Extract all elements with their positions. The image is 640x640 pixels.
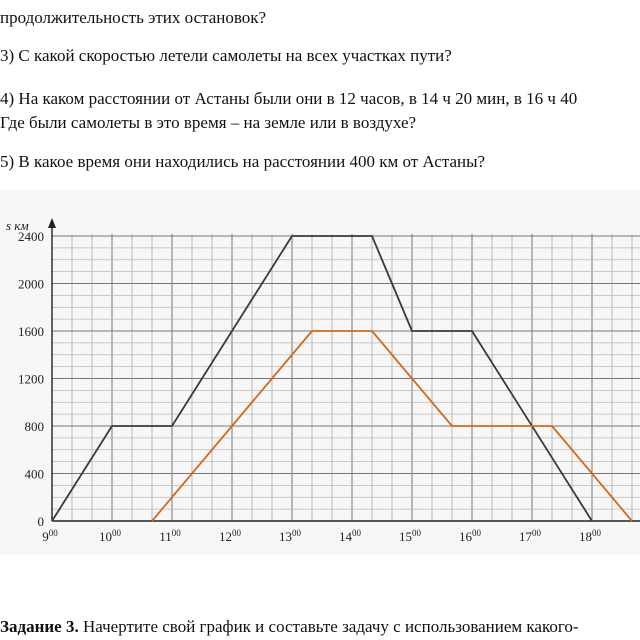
y-tick-label: 1600 bbox=[18, 324, 44, 339]
x-tick-label: $12^{00}$ bbox=[219, 528, 241, 544]
x-tick-label: $17^{00}$ bbox=[519, 528, 541, 544]
y-tick-label: 0 bbox=[37, 514, 44, 529]
x-tick-label: $16^{00}$ bbox=[459, 528, 481, 544]
y-tick-label: 400 bbox=[24, 466, 44, 482]
y-tick-label: 800 bbox=[24, 419, 44, 434]
x-tick-label: $9^{00}$ bbox=[42, 528, 58, 544]
task-3-text: Начертите свой график и составьте задачу с использованием какого- bbox=[78, 617, 579, 636]
question-4-line-1: 4) На каком расстоянии от Астаны были они в 12 часов, в 14 ч 20 мин, в 16 ч 40 bbox=[0, 89, 578, 108]
chart-svg bbox=[0, 190, 640, 555]
y-axis-label: s км bbox=[6, 218, 29, 233]
y-axis-arrow bbox=[48, 218, 56, 228]
y-tick-label: 2400 bbox=[18, 229, 44, 244]
y-tick-label: 2000 bbox=[18, 276, 44, 292]
x-tick-label: $11^{00}$ bbox=[159, 528, 181, 544]
question-3: 3) С какой скоростью летели самолеты на всех участках пути? bbox=[0, 46, 452, 65]
question-2-continuation: продолжительность этих остановок? bbox=[0, 8, 267, 27]
x-tick-label: $10^{00}$ bbox=[99, 528, 121, 544]
task-3 bbox=[0, 617, 579, 637]
y-tick-label: 1200 bbox=[18, 371, 44, 387]
distance-time-chart bbox=[0, 190, 640, 555]
task-3-label: Задание 3. bbox=[0, 617, 79, 636]
x-tick-label: $13^{00}$ bbox=[279, 528, 301, 544]
x-tick-label: $14^{00}$ bbox=[339, 528, 361, 544]
x-tick-label: $18^{00}$ bbox=[579, 528, 601, 544]
question-5: 5) В какое время они находились на расстоянии 400 км от Астаны? bbox=[0, 152, 486, 171]
question-4-line-2: Где были самолеты в это время – на земле или в воздухе? bbox=[0, 113, 417, 132]
x-tick-label: $15^{00}$ bbox=[399, 528, 421, 544]
